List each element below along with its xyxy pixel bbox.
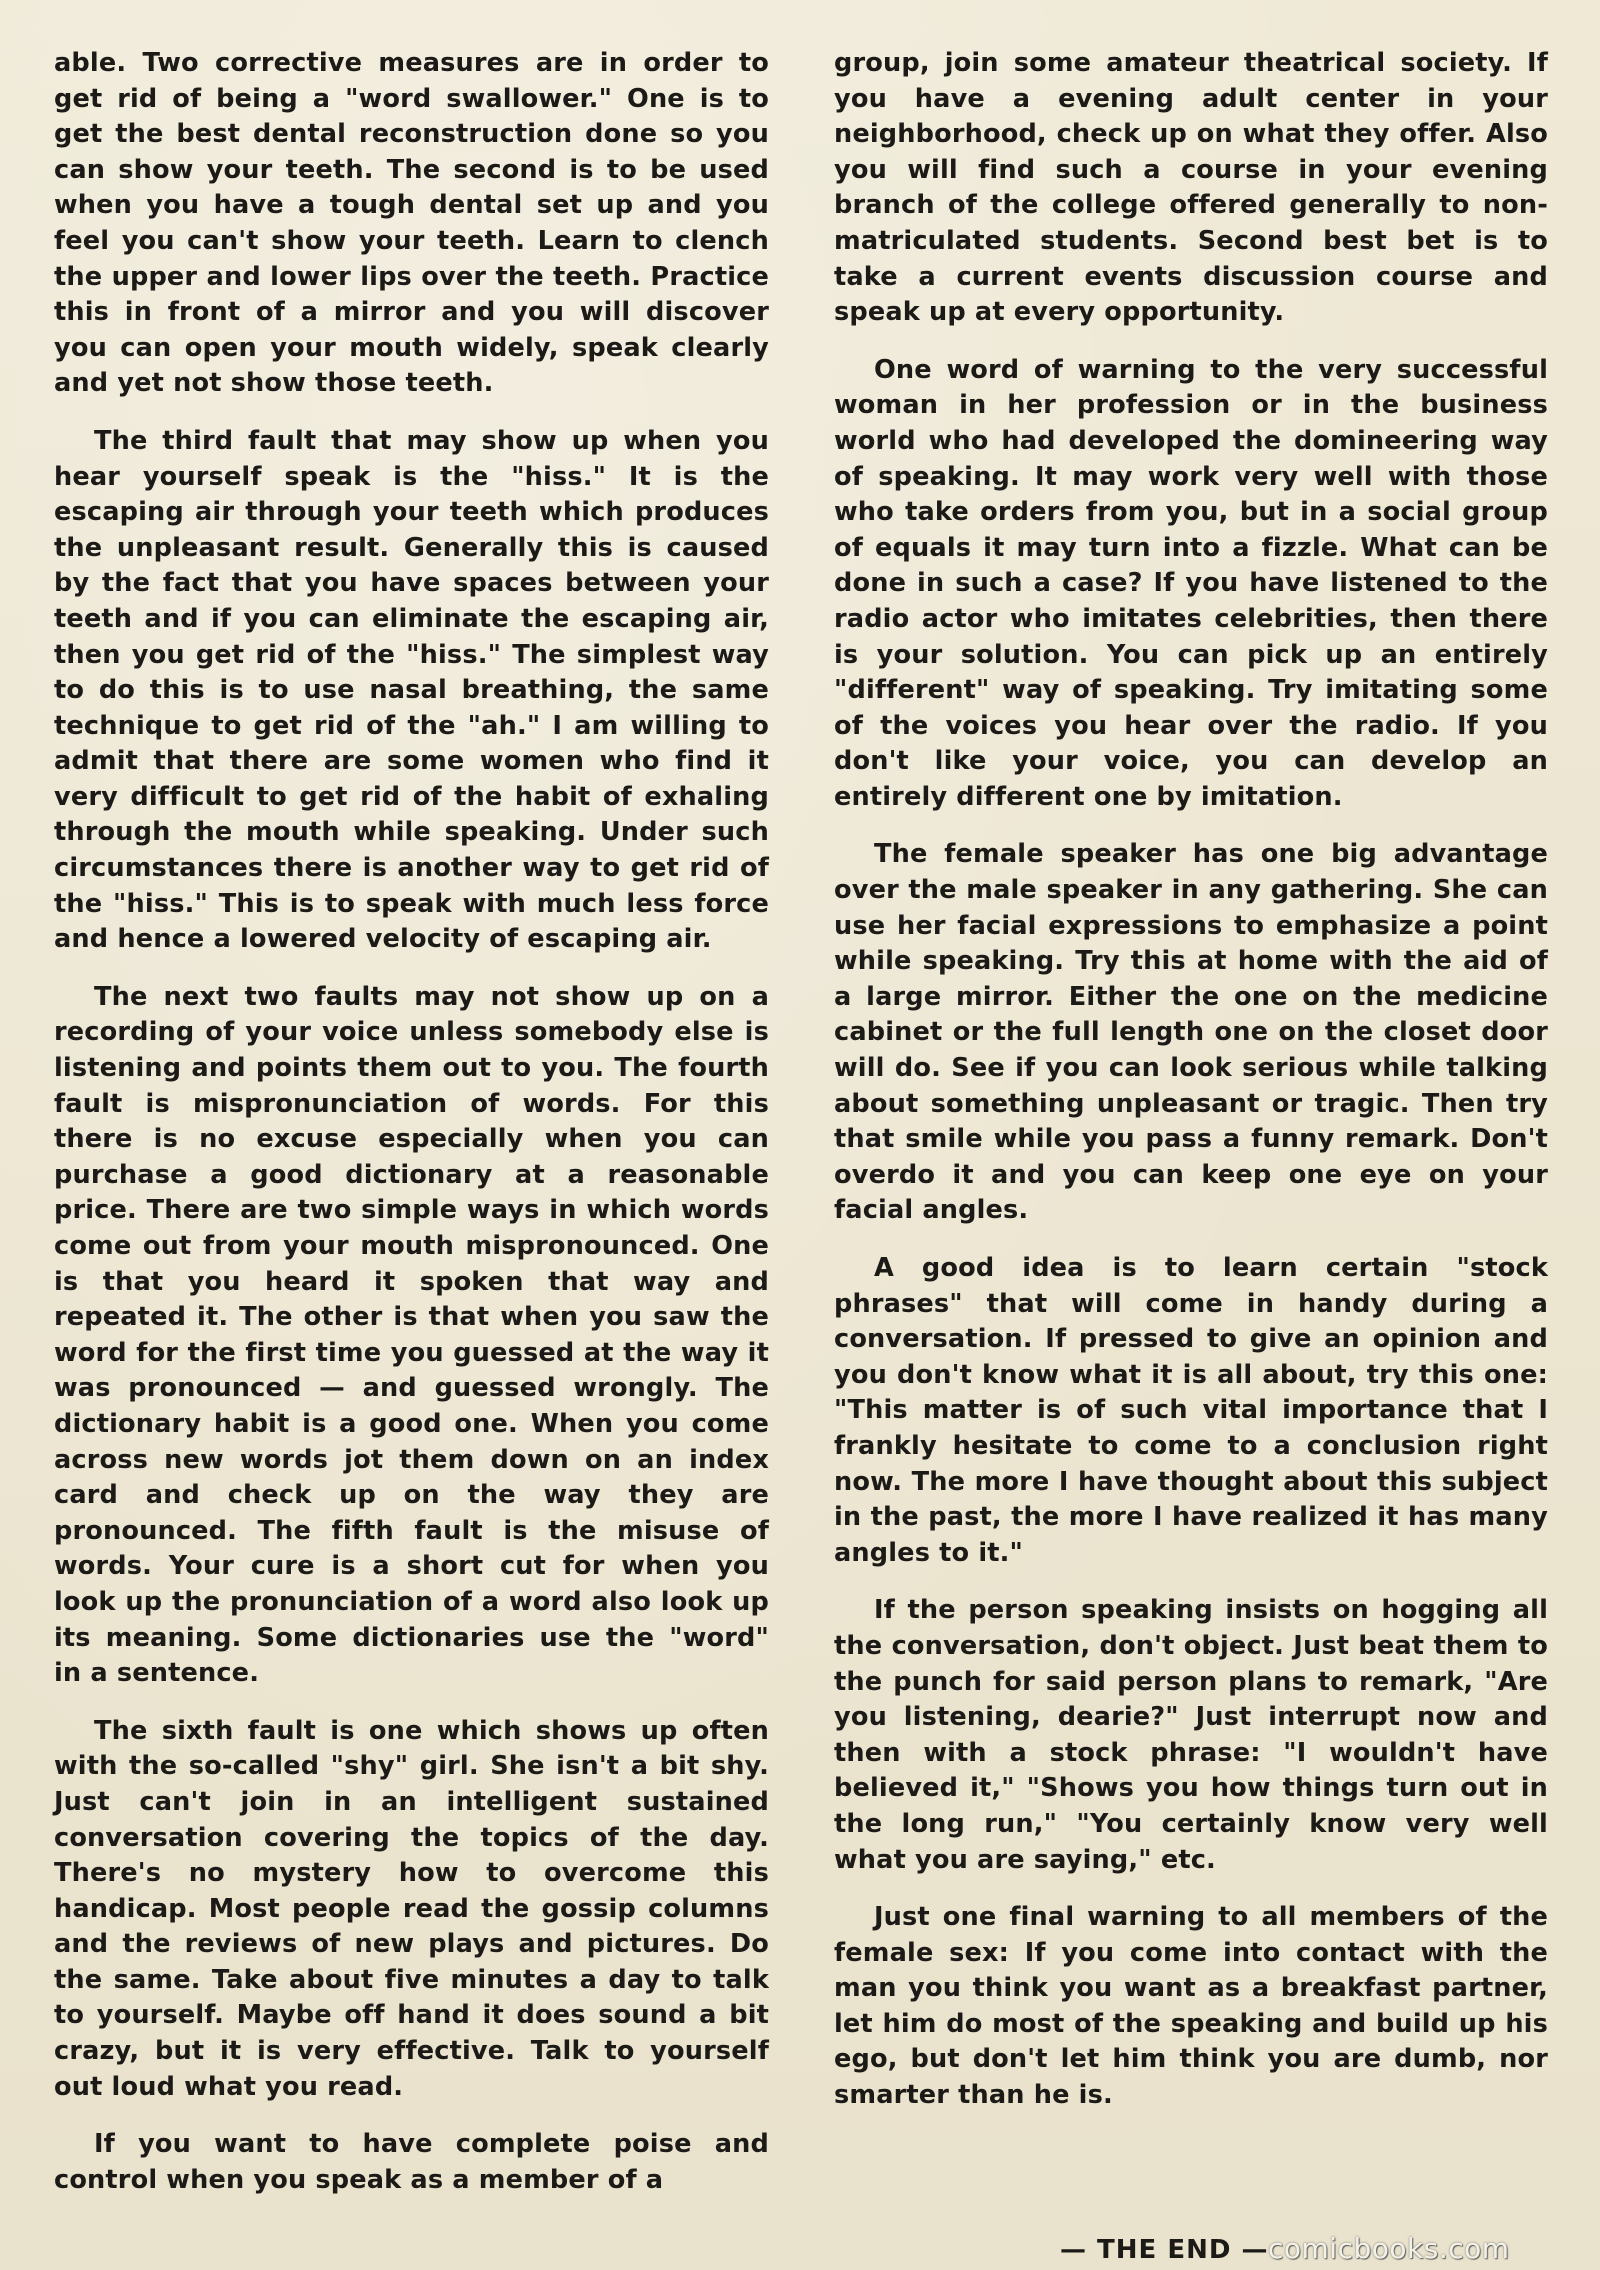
paragraph: The third fault that may show up when you hear yourself speak is the "hiss." It is the escaping air through your teeth which produces the unpleasant result. Generally this is caused by the fact that you have spaces between your teeth and if you can eliminate the escaping air, then you get rid of the "hiss." The simplest way to do this is to use nasal breathing, the same technique to get rid of the "ah." I am willing to admit that there are some women who find it very difficult to get rid of the habit of exhaling through the mouth while speaking. Under such circumstances there is another way to get rid of the "hiss." This is to speak with much less force and hence a lowered velocity of escaping air. — [54, 425, 769, 955]
right-column — [834, 46, 1548, 2136]
paragraph: If the person speaking insists on hogging all the conversation, don't object. Just beat them to the punch for said person plans to remark, "Are you listening, dearie?" Just interrupt now and then with a stock phrase: "I wouldn't have believed it," "Shows you how things turn out in the long run," "You certainly know very well what you are saying," etc. — [834, 1595, 1548, 1875]
paragraph: The next two faults may not show up on a recording of your voice unless somebody else is listening and points them out to you. The fourth fault is mispronunciation of words. For this there is no excuse especially when you can purchase a good dictionary at a reasonable price. There are two simple ways in which words come out from your mouth mispronounced. One is that you heard it spoken that way and repeated it. The other is that when you saw the word for the first time you guessed at the way it was pronounced — and guessed wrongly. The dictionary habit is a good one. When you come across new words jot them down on an index card and check up on the way they are pronounced. The fifth fault is the misuse of words. Your cure is a short cut for when you look up the pronunciation of a word also look up its meaning. Some dictionaries use the "word" in a sentence. — [54, 981, 769, 1689]
paragraph: A good idea is to learn certain "stock phrases" that will come in handy during a conversation. If pressed to give an opinion and you don't know what it is all about, try this one: "This matter is of such vital importance that I frankly hesitate to come to a conclusion right now. The more I have thought about this subject in the past, the more I have realized it has many angles to it." — [834, 1253, 1548, 1568]
paragraph: One word of warning to the very successful woman in her profession or in the business world who had developed the domineering way of speaking. It may work very well with those who take orders from you, but in a social group of equals it may turn into a fizzle. What can be done in such a case? If you have listened to the radio actor who imitates celebrities, then there is your solution. You can pick up an entirely "different" way of speaking. Try imitating some of the voices you hear over the radio. If you don't like your voice, you can develop an entirely different one by imitation. — [834, 354, 1548, 812]
paragraph: If you want to have complete poise and control when you speak as a member of a — [54, 2129, 769, 2195]
watermark: comicbooks.com — [1268, 2232, 1510, 2265]
paragraph: group, join some amateur theatrical society. If you have a evening adult center in your neighborhood, check up on what they offer. Also you will find such a course in your evening branch of the college offered generally to non-matriculated students. Second best bet is to take a current events discussion course and speak up at every opportunity. — [834, 48, 1548, 328]
paragraph: The sixth fault is one which shows up often with the so-called "shy" girl. She isn't a bit shy. Just can't join in an intelligent sustained conversation covering the topics of the day. There's no mystery how to overcome this handicap. Most people read the gossip columns and the reviews of new plays and pictures. Do the same. Take about five minutes a day to talk to yourself. Maybe off hand it does sound a bit crazy, but it is very effective. Talk to yourself out loud what you read. — [54, 1715, 769, 2102]
paragraph: The female speaker has one big advantage over the male speaker in any gathering. She can use her facial expressions to emphasize a point while speaking. Try this at home with the aid of a large mirror. Either the one on the medicine cabinet or the full length one on the closet door will do. See if you can look serious while talking about something unpleasant or tragic. Then try that smile while you pass a funny remark. Don't overdo it and you can keep one eye on your facial angles. — [834, 839, 1548, 1226]
paragraph: able. Two corrective measures are in order to get rid of being a "word swallower." One is to get the best dental reconstruction done so you can show your teeth. The second is to be used when you have a tough dental set up and you feel you can't show your teeth. Learn to clench the upper and lower lips over the teeth. Practice this in front of a mirror and you will discover you can open your mouth widely, speak clearly and yet not show those teeth. — [54, 48, 769, 399]
the-end-mark: — THE END — — [1060, 2235, 1269, 2265]
left-column — [54, 46, 769, 2220]
paragraph: Just one final warning to all members of the female sex: If you come into contact with the man you think you want as a breakfast partner, let him do most of the speaking and build up his ego, but don't let him think you are dumb, nor smarter than he is. — [834, 1902, 1548, 2111]
